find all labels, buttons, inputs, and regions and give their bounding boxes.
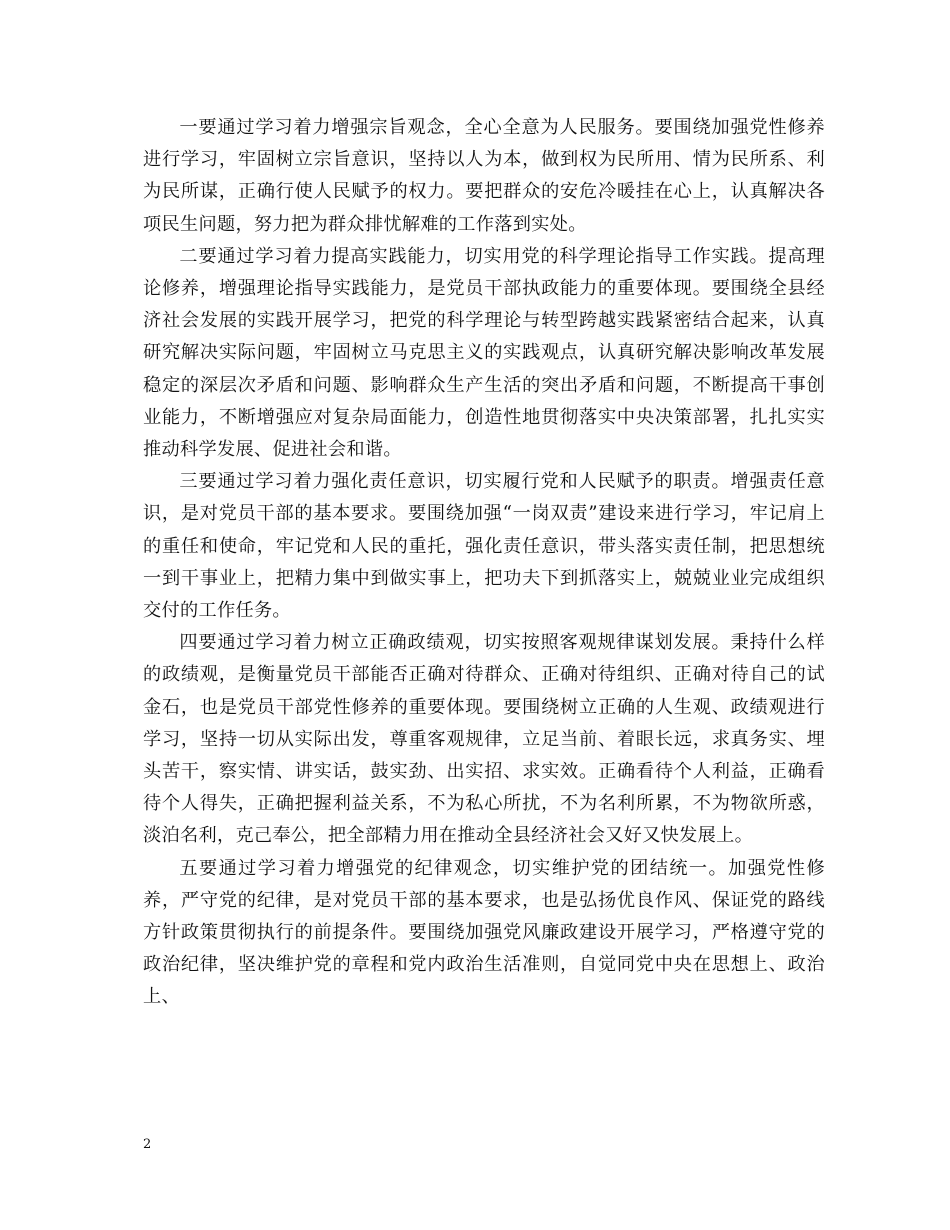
page-number: 2	[143, 1137, 152, 1152]
body-text	[143, 112, 825, 1014]
paragraph-5: 五要通过学习着力增强党的纪律观念，切实维护党的团结统一。加强党性修养，严守党的纪律，是对党员干部的基本要求，也是弘扬优良作风、保证党的路线方针政策贯彻执行的前提条件。要围绕加强党风廉政建设开展学习，严格遵守党的政治纪律，坚决维护党的章程和党内政治生活准则，自觉同党中央在思想上、政治上、	[143, 857, 825, 1008]
paragraph-3: 三要通过学习着力强化责任意识，切实履行党和人民赋予的职责。增强责任意识，是对党员干部的基本要求。要围绕加强“一岗双责”建设来进行学习，牢记肩上的重任和使命，牢记党和人民的重托，强化责任意识，带头落实责任制，把思想统一到干事业上，把精力集中到做实事上，把功夫下到抓落实上，兢兢业业完成组织交付的工作任务。	[143, 471, 825, 622]
paragraph-4: 四要通过学习着力树立正确政绩观，切实按照客观规律谋划发展。秉持什么样的政绩观，是衡量党员干部能否正确对待群众、正确对待组织、正确对待自己的试金石，也是党员干部党性修养的重要体现。要围绕树立正确的人生观、政绩观进行学习，坚持一切从实际出发，尊重客观规律，立足当前、着眼长远，求真务实、埋头苦干，察实情、讲实话，鼓实劲、出实招、求实效。正确看待个人利益，正确看待个人得失，正确把握利益关系，不为私心所扰，不为名利所累，不为物欲所惑，淡泊名利，克己奉公，把全部精力用在推动全县经济社会又好又快发展上。	[143, 632, 825, 847]
paragraph-1: 一要通过学习着力增强宗旨观念，全心全意为人民服务。要围绕加强党性修养进行学习，牢固树立宗旨意识，坚持以人为本，做到权为民所用、情为民所系、利为民所谋，正确行使人民赋予的权力。要把群众的安危冷暖挂在心上，认真解决各项民生问题，努力把为群众排忧解难的工作落到实处。	[143, 117, 825, 235]
paragraph-2: 二要通过学习着力提高实践能力，切实用党的科学理论指导工作实践。提高理论修养，增强理论指导实践能力，是党员干部执政能力的重要体现。要围绕全县经济社会发展的实践开展学习，把党的科学理论与转型跨越实践紧密结合起来，认真研究解决实际问题，牢固树立马克思主义的实践观点，认真研究解决影响改革发展稳定的深层次矛盾和问题、影响群众生产生活的突出矛盾和问题，不断提高干事创业能力，不断增强应对复杂局面能力，创造性地贯彻落实中央决策部署，扎扎实实推动科学发展、促进社会和谐。	[143, 245, 825, 461]
